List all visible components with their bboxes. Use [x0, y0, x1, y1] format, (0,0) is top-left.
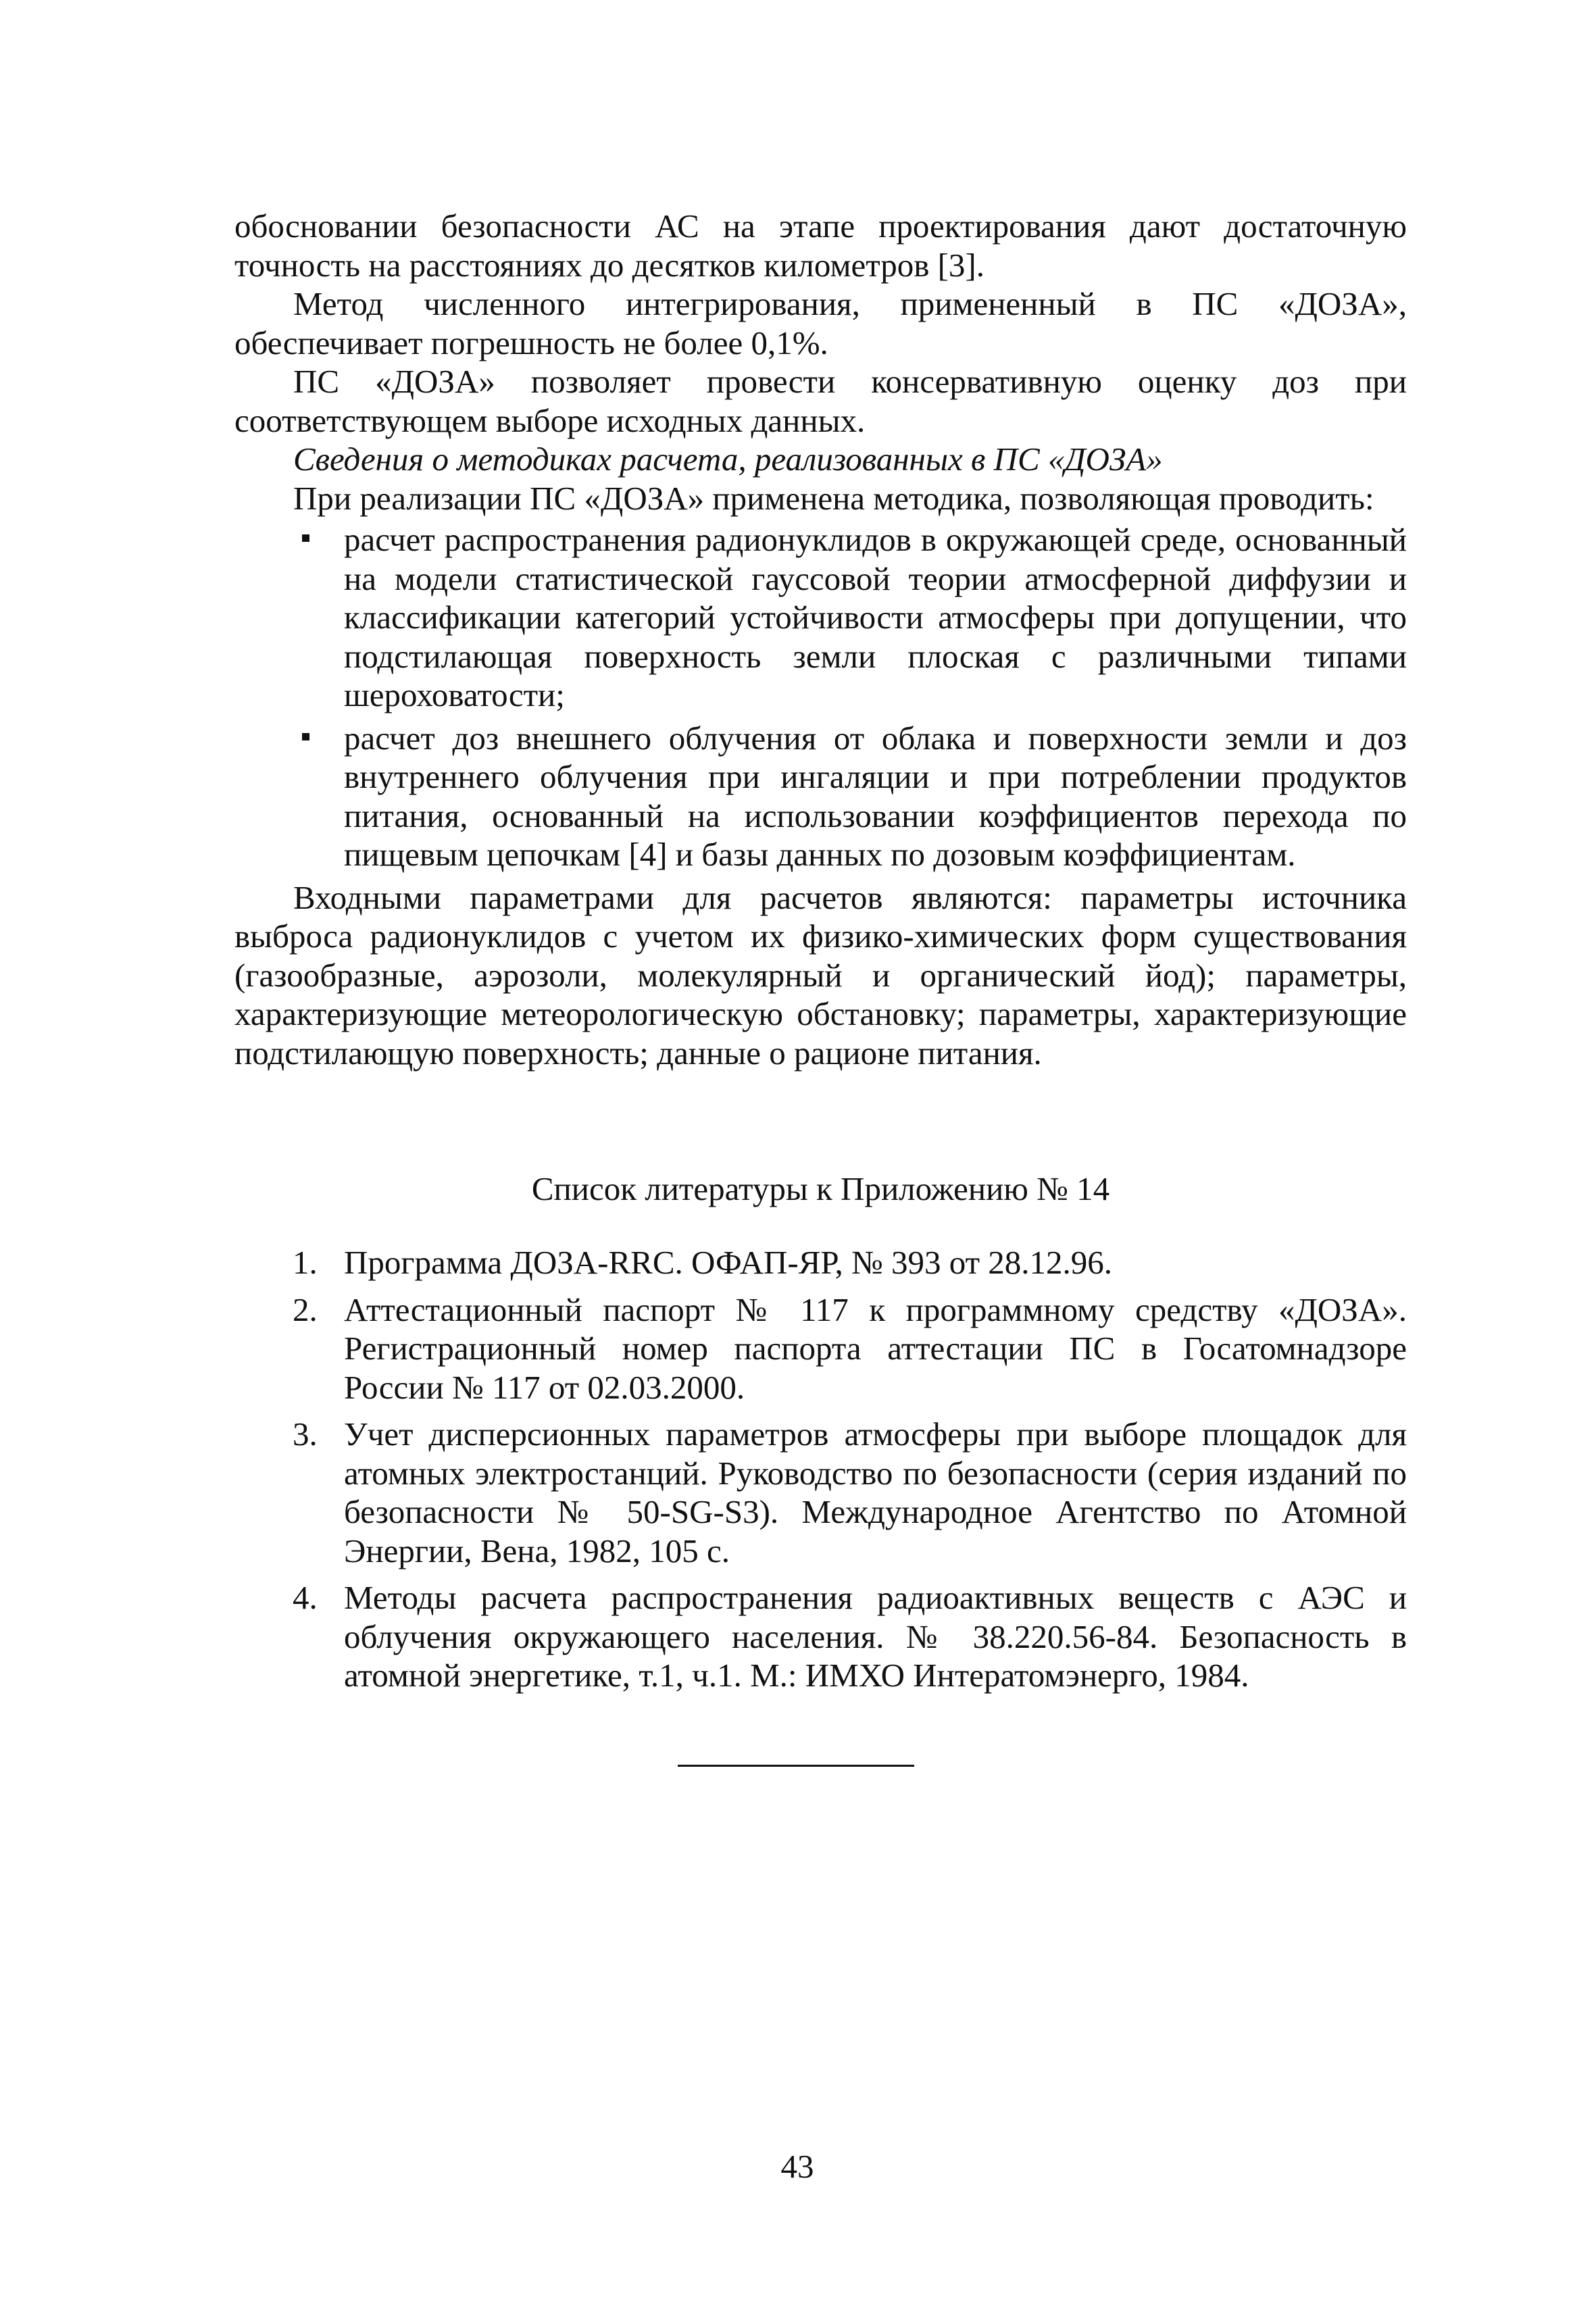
- bullet-item-doses: [344, 719, 1407, 874]
- reference-number: 1.: [293, 1244, 318, 1281]
- square-bullet-icon: [302, 733, 309, 740]
- body-text: [234, 207, 1407, 1072]
- paragraph-continuation: обосновании безопасности АС на этапе проектирования дают достаточную точность на расстояниях до десятков километров [3].: [234, 207, 1407, 284]
- paragraph-integration-method: Метод численного интегрирования, примененный в ПС «ДОЗА», обеспечивает погрешность не более 0,1%.: [234, 285, 1407, 361]
- methods-bullet-list: [234, 520, 1407, 874]
- bullet-text: расчет распространения радионуклидов в окружающей среде, основанный на модели статистической гауссовой теории атмосферной диффузии и классификации категорий устойчивости атмосферы при допущении, что подстилающая поверхность земли плоская с различными типами шероховатости;: [344, 521, 1407, 713]
- reference-text: Учет дисперсионных параметров атмосферы при выборе площадок для атомных электростанций. Руководство по безопасности (серия изданий по безопасности № 50-SG-S3). Международное Агентство по Атомной Энергии, Вена, 1982, 105 с.: [344, 1415, 1407, 1569]
- paragraph-input-parameters: Входными параметрами для расчетов являются: параметры источника выброса радионуклидов с учетом их физико-химических форм существования (газообразные, аэрозоли, молекулярный и органический йод); параметры, характеризующие метеорологическую обстановку; параметры, характеризующие подстилающую поверхность; данные о рационе питания.: [234, 878, 1407, 1072]
- paragraph-methods-intro: При реализации ПС «ДОЗА» применена методика, позволяющая проводить:: [293, 479, 1374, 517]
- reference-item: [234, 1578, 1407, 1695]
- references-list: [234, 1243, 1407, 1703]
- bullet-text: расчет доз внешнего облучения от облака и поверхности земли и доз внутреннего облучения при ингаляции и при потреблении продуктов питания, основанный на использовании коэффициентов перехода по пищевым цепочкам [4] и базы данных по дозовым коэффициентам.: [344, 719, 1407, 873]
- reference-number: 4.: [293, 1579, 318, 1616]
- reference-text: Методы расчета распространения радиоактивных веществ с АЭС и облучения окружающего населения. № 38.220.56-84. Безопасность в атомной энергетике, т.1, ч.1. М.: ИМХО Интератомэнерго, 1984.: [344, 1579, 1407, 1694]
- end-separator-line: [678, 1765, 914, 1767]
- bullet-item-dispersion: [344, 520, 1407, 715]
- reference-number: 3.: [293, 1415, 318, 1453]
- page-number: 43: [780, 2148, 814, 2185]
- paragraph-conservative-estimate: ПС «ДОЗА» позволяет провести консервативную оценку доз при соответствующем выборе исходных данных.: [234, 363, 1407, 439]
- section-heading-methods: Сведения о методиках расчета, реализованных в ПС «ДОЗА»: [293, 441, 1163, 478]
- reference-item: [234, 1415, 1407, 1570]
- references-title: Список литературы к Приложению № 14: [531, 1170, 1110, 1207]
- reference-item: [234, 1243, 1407, 1282]
- reference-number: 2.: [293, 1290, 318, 1328]
- reference-item: [234, 1290, 1407, 1407]
- square-bullet-icon: [302, 534, 309, 542]
- reference-text: Программа ДОЗА-RRC. ОФАП-ЯР, № 393 от 28.12.96.: [344, 1244, 1113, 1281]
- reference-text: Аттестационный паспорт № 117 к программному средству «ДОЗА». Регистрационный номер паспорта аттестации ПС в Госатомнадзоре России № 117 от 02.03.2000.: [344, 1290, 1407, 1406]
